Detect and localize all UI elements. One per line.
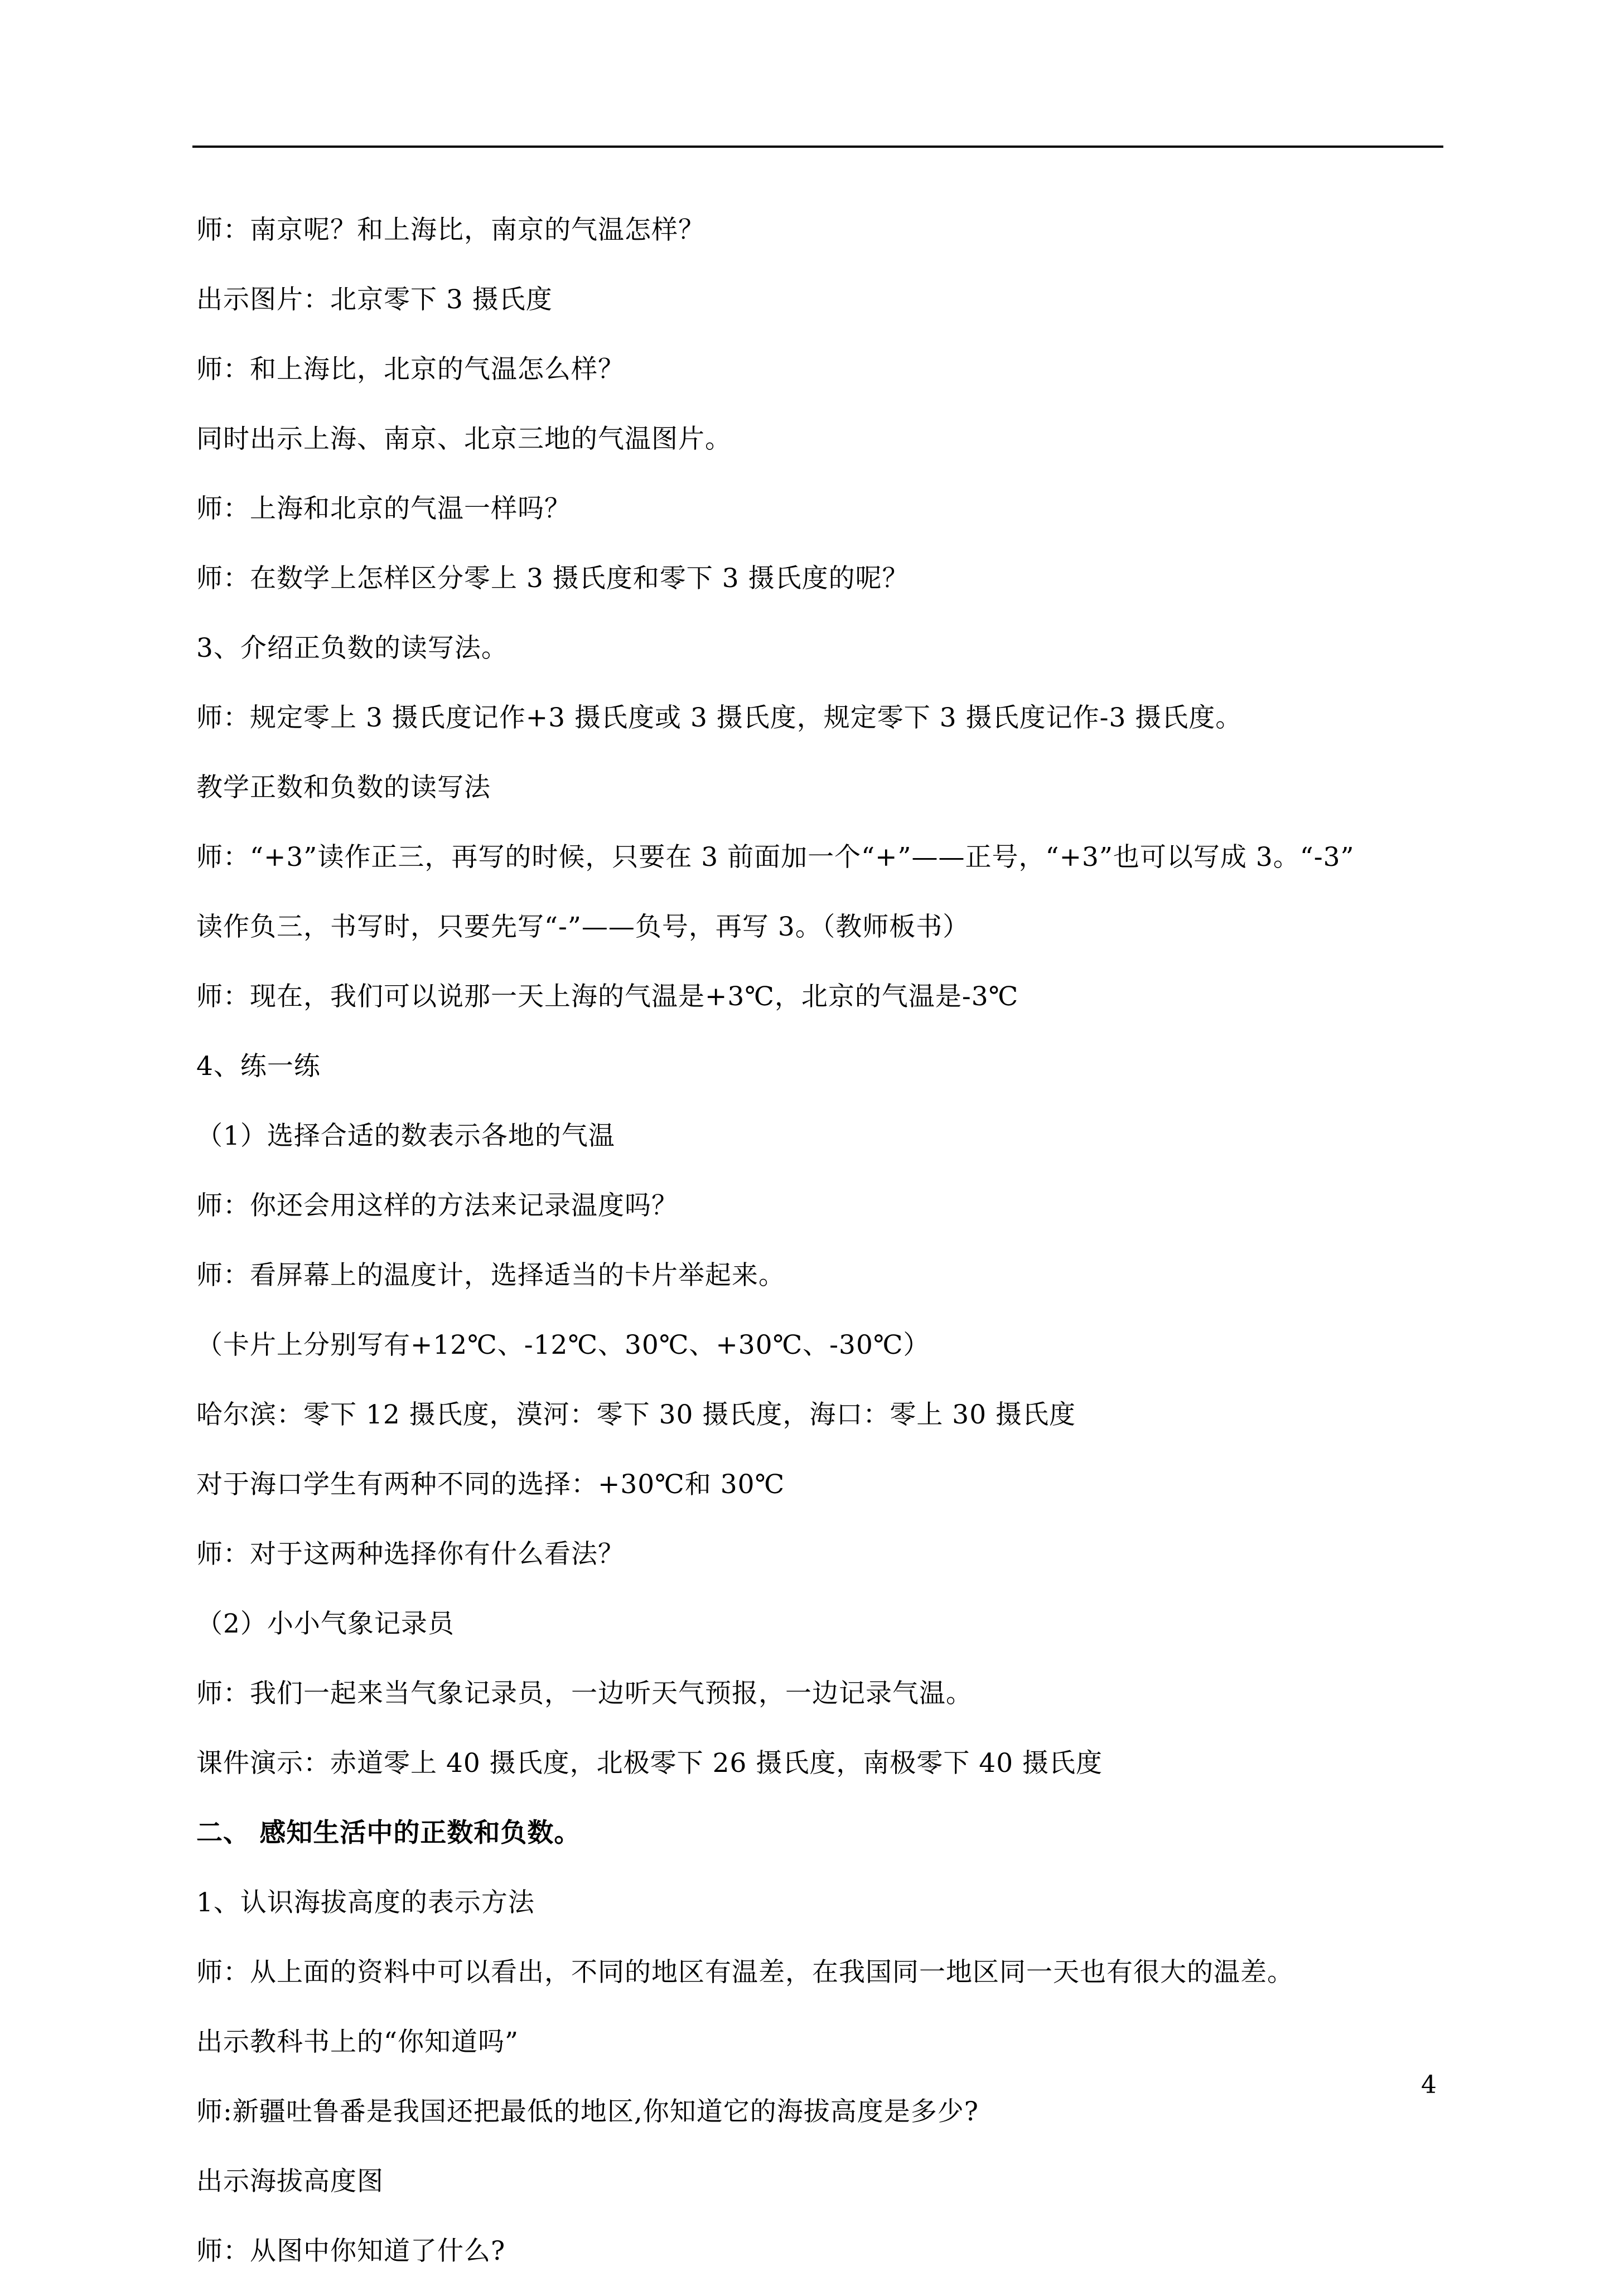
text-line: 课件演示：赤道零上 40 摄氏度，北极零下 26 摄氏度，南极零下 40 摄氏度 bbox=[196, 1748, 1103, 1779]
page-number: 4 bbox=[1421, 2071, 1437, 2099]
text-line: 对于海口学生有两种不同的选择：+30℃和 30℃ bbox=[196, 1469, 785, 1500]
text-line: 师：我们一起来当气象记录员，一边听天气预报，一边记录气温。 bbox=[196, 1678, 973, 1709]
text-line: 师：上海和北京的气温一样吗？ bbox=[196, 493, 571, 524]
text-line: 师：规定零上 3 摄氏度记作+3 摄氏度或 3 摄氏度，规定零下 3 摄氏度记作-3 摄氏度。 bbox=[196, 703, 1243, 733]
header-rule bbox=[192, 146, 1443, 148]
text-line: 同时出示上海、南京、北京三地的气温图片。 bbox=[196, 424, 732, 454]
text-line: 师：看屏幕上的温度计，选择适当的卡片举起来。 bbox=[196, 1260, 785, 1291]
text-line: 4、练一练 bbox=[196, 1051, 321, 1082]
text-line: 师：和上海比，北京的气温怎么样？ bbox=[196, 354, 625, 385]
text-line: 师：在数学上怎样区分零上 3 摄氏度和零下 3 摄氏度的呢？ bbox=[196, 563, 909, 594]
text-line: 读作负三，书写时，只要先写“-”——负号，再写 3。（教师板书） bbox=[196, 912, 970, 942]
text-line: 师：“+3”读作正三，再写的时候，只要在 3 前面加一个“+”——正号，“+3”也可以写成 3。“-3” bbox=[196, 842, 1355, 873]
text-line: 师：南京呢？和上海比，南京的气温怎样？ bbox=[196, 215, 705, 245]
text-line: 师：现在，我们可以说那一天上海的气温是+3℃，北京的气温是-3℃ bbox=[196, 981, 1019, 1012]
document-body bbox=[196, 205, 1443, 2296]
text-line: 出示海拔高度图 bbox=[196, 2166, 384, 2197]
text-line: 出示教科书上的“你知道吗” bbox=[196, 2027, 519, 2057]
section-heading: 二、 感知生活中的正数和负数。 bbox=[196, 1818, 581, 1848]
text-line: 师：你还会用这样的方法来记录温度吗？ bbox=[196, 1190, 678, 1221]
text-line: （2）小小气象记录员 bbox=[196, 1609, 455, 1639]
text-line: 师:新疆吐鲁番是我国还把最低的地区,你知道它的海拔高度是多少? bbox=[196, 2096, 979, 2127]
text-line: 教学正数和负数的读写法 bbox=[196, 772, 491, 803]
text-line: （1）选择合适的数表示各地的气温 bbox=[196, 1121, 615, 1151]
text-line: 哈尔滨：零下 12 摄氏度，漠河：零下 30 摄氏度，海口：零上 30 摄氏度 bbox=[196, 1399, 1076, 1430]
text-line: 师：对于这两种选择你有什么看法？ bbox=[196, 1539, 625, 1570]
text-line: 3、介绍正负数的读写法。 bbox=[196, 633, 508, 663]
text-line: 出示图片：北京零下 3 摄氏度 bbox=[196, 284, 553, 315]
text-line: 师：从图中你知道了什么? bbox=[196, 2236, 506, 2266]
text-line: 师：从上面的资料中可以看出，不同的地区有温差，在我国同一地区同一天也有很大的温差。 bbox=[196, 1957, 1294, 1988]
text-line: 1、认识海拔高度的表示方法 bbox=[196, 1887, 535, 1918]
text-line: （卡片上分别写有+12℃、-12℃、30℃、+30℃、-30℃） bbox=[196, 1330, 930, 1360]
